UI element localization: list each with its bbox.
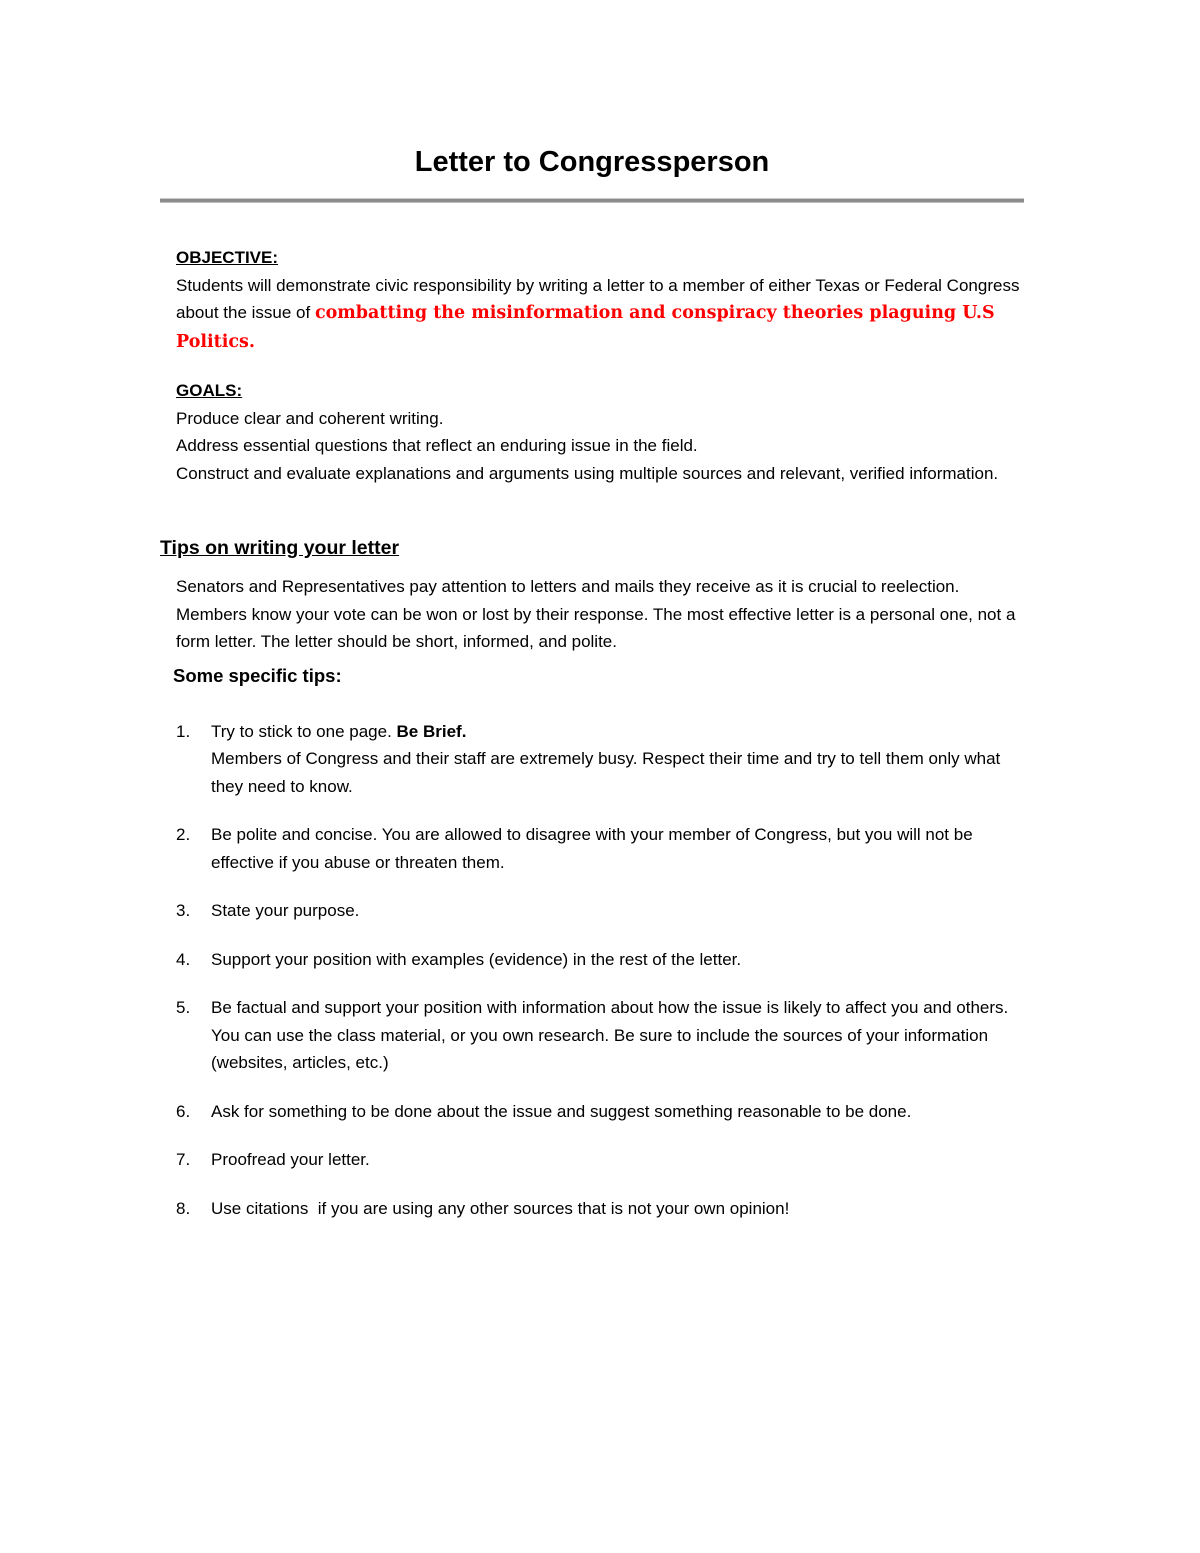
objective-text: Students will demonstrate civic responsibility by writing a letter to a member of either Texas or Federal Congress about the issue of bbox=[176, 275, 1020, 322]
tips-intro-paragraph: Senators and Representatives pay attention to letters and mails they receive as it is crucial to reelection. Members know your vote can be won or lost by their response. The most effective letter is a personal one, not a form letter. The letter should be short, informed, and polite. bbox=[176, 577, 1016, 651]
horizontal-rule bbox=[160, 198, 1024, 203]
tips-subheading: Some specific tips: bbox=[173, 664, 342, 686]
list-item bbox=[176, 718, 1024, 801]
goal-item: Construct and evaluate explanations and arguments using multiple sources and relevant, verified information. bbox=[176, 463, 999, 483]
tips-heading: Tips on writing your letter bbox=[160, 537, 400, 559]
tips-list bbox=[176, 718, 1024, 1223]
list-item-number: 1. bbox=[176, 721, 191, 741]
goals-heading: GOALS: bbox=[176, 381, 243, 400]
list-item-number: 4. bbox=[176, 949, 191, 969]
objective-section bbox=[176, 244, 1024, 356]
goals-section bbox=[176, 377, 1024, 487]
list-item-text: Be factual and support your position with information about how the issue is likely to affect you and others. You can use the class material, or you own research. Be sure to include the sources of your information (websites, articles, etc.) bbox=[211, 998, 1009, 1072]
page-title: Letter to Congressperson bbox=[414, 146, 770, 178]
list-item-number: 3. bbox=[176, 901, 191, 920]
list-item bbox=[176, 994, 1024, 1077]
goal-item: Produce clear and coherent writing. bbox=[176, 408, 444, 428]
list-item-text: State your purpose. bbox=[211, 901, 360, 920]
list-item-number: 7. bbox=[176, 1150, 191, 1169]
list-item-text: Proofread your letter. bbox=[211, 1150, 370, 1169]
list-item bbox=[176, 897, 1024, 925]
list-item-number: 5. bbox=[176, 998, 191, 1017]
list-item bbox=[176, 1098, 1024, 1126]
tip-1-bold: Be Brief. bbox=[396, 721, 467, 741]
list-item-text: Use citations if you are using any other sources that is not your own opinion! bbox=[211, 1198, 790, 1218]
list-item bbox=[176, 1146, 1024, 1174]
tip-1-continuation: Members of Congress and their staff are extremely busy. Respect their time and try to tell them only what they need to know. bbox=[211, 749, 1001, 796]
list-item-number: 8. bbox=[176, 1198, 191, 1218]
goal-item: Address essential questions that reflect an enduring issue in the field. bbox=[176, 436, 698, 455]
list-item bbox=[176, 946, 1024, 974]
list-item-number: 2. bbox=[176, 825, 191, 844]
list-item-text bbox=[211, 718, 1024, 801]
list-item-number: 6. bbox=[176, 1101, 191, 1121]
list-item-text: Be polite and concise. You are allowed to disagree with your member of Congress, but you will not be effective if you abuse or threaten them. bbox=[211, 825, 973, 872]
list-item-text: Support your position with examples (evidence) in the rest of the letter. bbox=[211, 949, 742, 969]
objective-paragraph bbox=[176, 272, 1024, 357]
list-item bbox=[176, 1195, 1024, 1223]
list-item bbox=[176, 821, 1024, 876]
objective-emphasis-red: combatting the misinformation and conspiracy theories plaguing U.S Politics. bbox=[176, 303, 1007, 352]
list-item-text: Ask for something to be done about the issue and suggest something reasonable to be done. bbox=[211, 1101, 912, 1121]
tip-1-lead: Try to stick to one page. bbox=[211, 721, 397, 741]
objective-heading: OBJECTIVE: bbox=[176, 248, 279, 267]
